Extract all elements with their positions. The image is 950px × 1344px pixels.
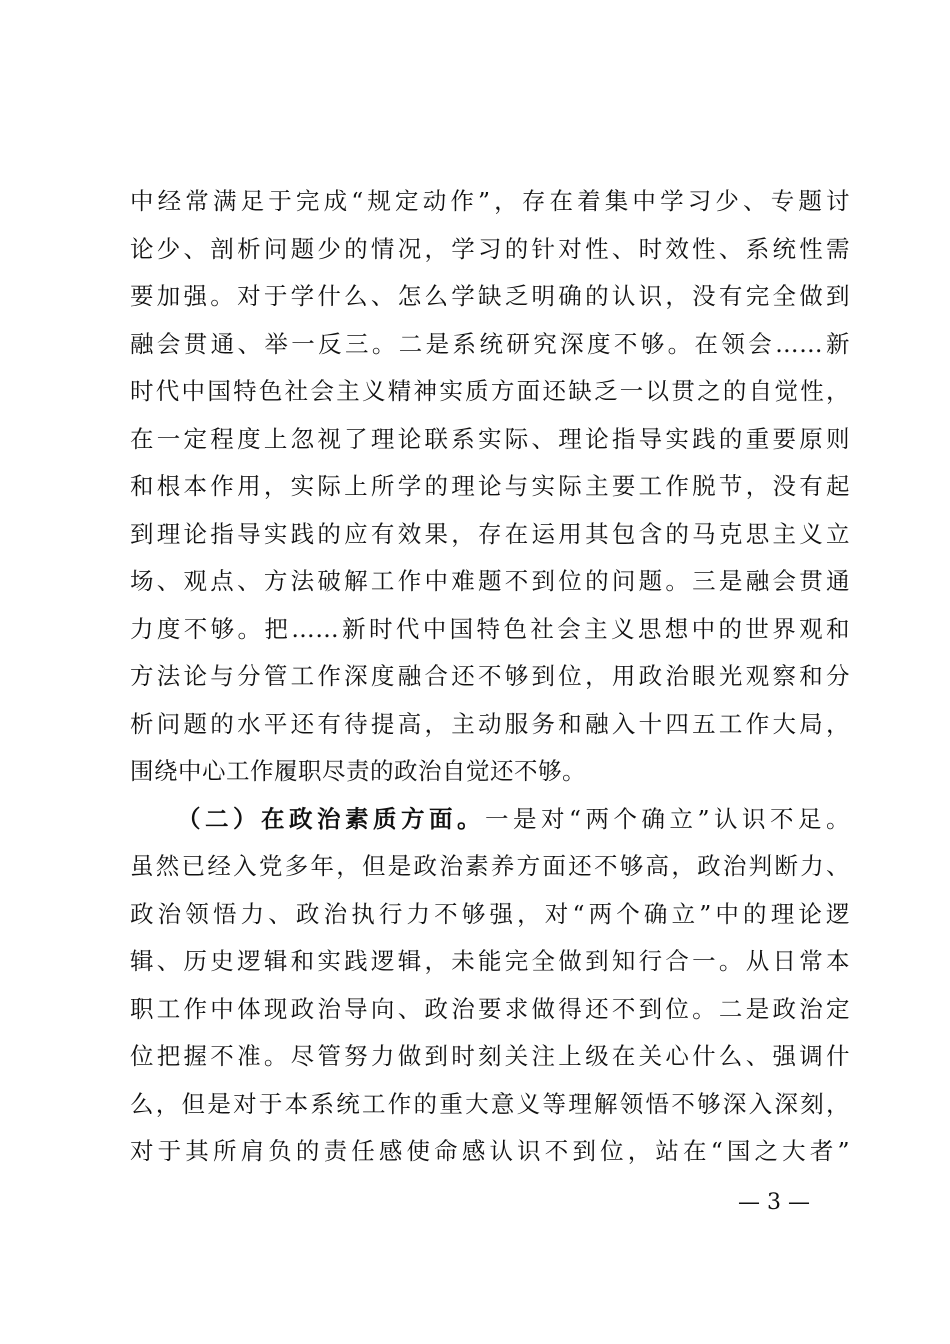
text-line: 融会贯通、举一反三。二是系统研究深度不够。在领会……新 bbox=[130, 329, 850, 358]
paragraph-2-first-line bbox=[130, 796, 850, 844]
text-line: 围绕中心工作履职尽责的政治自觉还不够。 bbox=[130, 757, 586, 785]
text-line: 论少、剖析问题少的情况，学习的针对性、时效性、系统性需 bbox=[130, 234, 850, 263]
text-line: 和根本作用，实际上所学的理论与实际主要工作脱节，没有起 bbox=[130, 472, 850, 500]
text-line: 职工作中体现政治导向、政治要求做得还不到位。二是政治定 bbox=[130, 994, 850, 1023]
text-line: 到理论指导实践的应有效果，存在运用其包含的马克思主义立 bbox=[130, 519, 850, 548]
body-text bbox=[130, 178, 850, 1176]
text-line: 虽然已经入党多年，但是政治素养方面还不够高，政治判断力、 bbox=[130, 852, 850, 880]
section-heading: （二）在政治素质方面。 bbox=[177, 804, 485, 833]
first-line-text: 一是对“两个确立”认识不足。 bbox=[485, 804, 851, 833]
text-line: 对于其所肩负的责任感使命感认识不到位，站在“国之大者” bbox=[130, 1137, 850, 1165]
text-line: 中经常满足于完成“规定动作”，存在着集中学习少、专题讨 bbox=[130, 187, 850, 215]
text-line: 方法论与分管工作深度融合还不够到位，用政治眼光观察和分 bbox=[130, 662, 850, 690]
text-line: 要加强。对于学什么、怎么学缺乏明确的认识，没有完全做到 bbox=[130, 282, 850, 310]
text-line: 力度不够。把……新时代中国特色社会主义思想中的世界观和 bbox=[130, 614, 850, 643]
text-line: 位把握不准。尽管努力做到时刻关注上级在关心什么、强调什 bbox=[130, 1042, 850, 1070]
paragraph-1 bbox=[130, 178, 850, 796]
text-line: 析问题的水平还有待提高，主动服务和融入十四五工作大局， bbox=[130, 709, 850, 738]
text-line: 时代中国特色社会主义精神实质方面还缺乏一以贯之的自觉性， bbox=[130, 377, 850, 405]
text-line: 政治领悟力、政治执行力不够强，对“两个确立”中的理论逻 bbox=[130, 899, 850, 928]
page-number: — 3 — bbox=[738, 1190, 810, 1215]
paragraph-2 bbox=[130, 796, 850, 1176]
text-line: 在一定程度上忽视了理论联系实际、理论指导实践的重要原则 bbox=[130, 424, 850, 453]
text-line: 场、观点、方法破解工作中难题不到位的问题。三是融会贯通 bbox=[130, 567, 850, 595]
text-line: 辑、历史逻辑和实践逻辑，未能完全做到知行合一。从日常本 bbox=[130, 947, 850, 975]
text-line: 么，但是对于本系统工作的重大意义等理解领悟不够深入深刻， bbox=[130, 1089, 850, 1118]
